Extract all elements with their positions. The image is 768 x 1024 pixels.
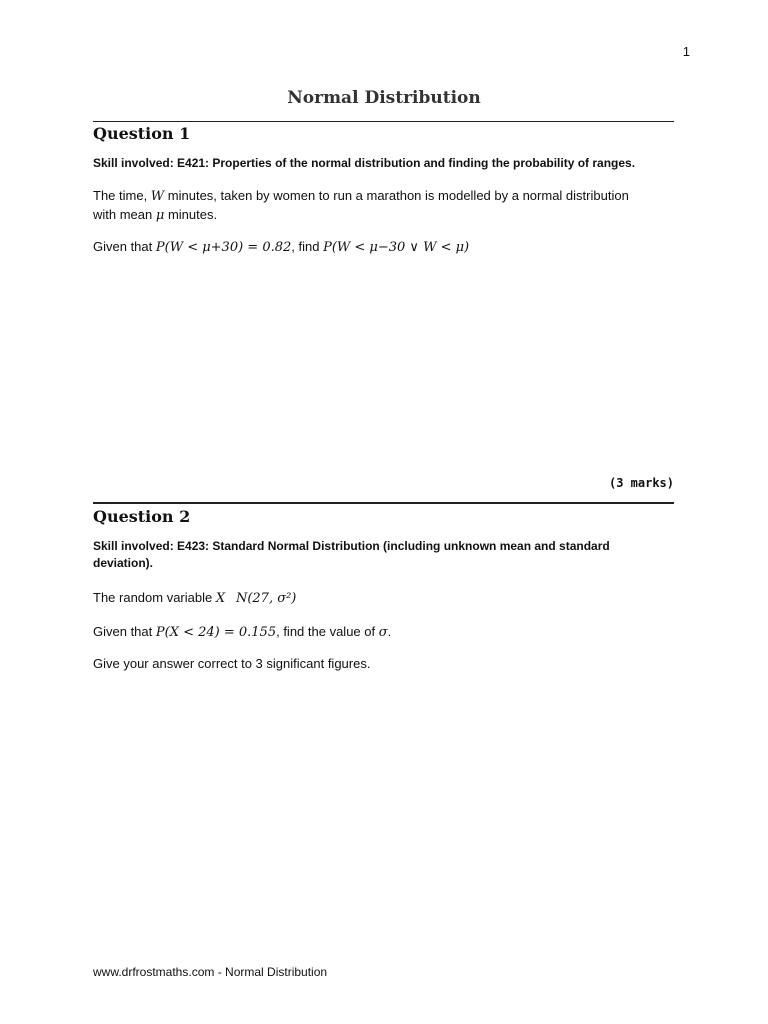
document-title: Normal Distribution [287,88,481,108]
q2-given-suffix-1: , find the value of [276,624,379,639]
q1-var-mu: μ [155,208,165,223]
q2-given-prefix: Given that [93,624,156,639]
q1-given-mid: , find [291,239,324,254]
q1-given-expression: P(W < μ+30) = 0.82 [155,240,292,255]
q2-sigma: σ [378,625,388,640]
q1-text-part3: minutes. [164,207,218,222]
question-1-text [93,187,653,225]
q1-var-w: W [150,189,165,204]
page-number: 1 [682,44,690,59]
q1-text-part1: The time, [93,188,151,203]
q2-text-prefix: The random variable [93,590,216,605]
question-2-heading: Question 2 [93,507,191,526]
q2-distribution-var: X [215,591,226,606]
question-divider [93,502,674,504]
page-footer: www.drfrostmaths.com - Normal Distribution [93,965,328,979]
question-2-skill: Skill involved: E423: Standard Normal Distribution (including unknown mean and standard deviation). [93,539,610,570]
question-2-text [93,589,653,608]
q1-given-prefix: Given that [93,239,156,254]
question-1-heading: Question 1 [93,124,191,143]
question-1-marks: (3 marks) [608,476,674,490]
q2-given-expression: P(X < 24) = 0.155 [155,625,277,640]
title-rule [93,121,674,122]
q1-text-part2: minutes, taken by women to run a marathon is modelled by a normal distribution with mean [93,188,629,222]
q2-given-suffix-2: . [387,624,392,639]
question-2-given [93,623,653,642]
q2-distribution-expression: N(27, σ²) [235,591,297,606]
q1-find-expression: P(W < μ−30 ∨ W < μ) [323,240,470,255]
question-1-skill: Skill involved: E421: Properties of the normal distribution and finding the probability of ranges. [93,156,636,170]
question-2-instruction: Give your answer correct to 3 significant figures. [93,656,371,671]
question-1-given [93,238,653,257]
